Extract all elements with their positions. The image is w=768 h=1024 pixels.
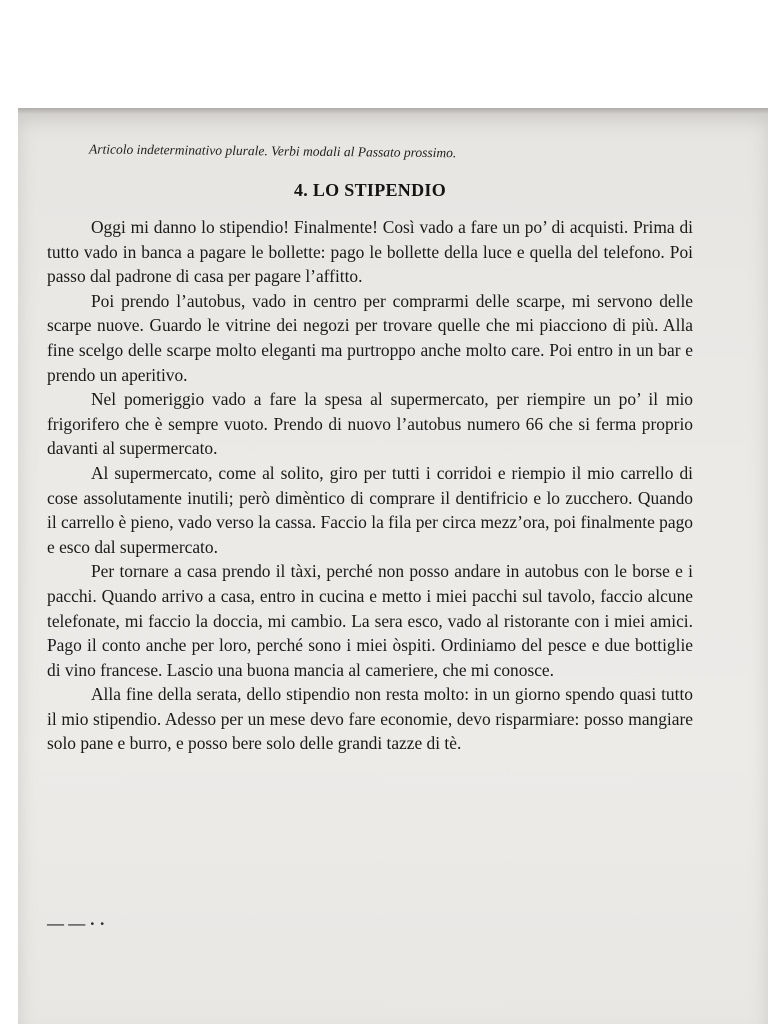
paragraph-2: Poi prendo l’autobus, vado in centro per comprarmi delle scarpe, mi servono delle scarpe nuove. Guardo le vitrine dei negozi per trovare quelle che mi piacciono di più. Alla fine scelgo delle scarpe molto eleganti ma purtroppo anche molto care. Poi entro in un bar e prendo un aperitivo. — [47, 290, 693, 385]
paragraph-1: Oggi mi danno lo stipendio! Finalmente! Così vado a fare un po’ di acquisti. Prima di tutto vado in banca a pagare le bollette: pago le bollette della luce e quella del telefono. Poi passo dal padrone di casa per pagare l’affitto. — [47, 217, 693, 287]
paragraph-3: Nel pomeriggio vado a fare la spesa al supermercato, per riempire un po’ il mio frigorifero che è sempre vuoto. Prendo di nuovo l’autobus numero 66 che si ferma proprio davanti al supermercato. — [47, 389, 693, 459]
page-edge-shadow — [18, 108, 768, 114]
paragraph-4: Al supermercato, come al solito, giro per tutti i corridoi e riempio il mio carrello di cose assolutamente inutili; però dimèntico di comprare il dentifricio e lo zucchero. Quando il carrello è pieno, vado verso la cassa. Faccio la fila per circa mezz’ora, poi finalmente pago e esco dal supermercato. — [47, 462, 693, 557]
chapter-title: 4. LO STIPENDIO — [293, 180, 447, 200]
lesson-subtitle: Articolo indeterminativo plurale. Verbi modali al Passato prossimo. — [88, 141, 457, 161]
paragraph-5: Per tornare a casa prendo il tàxi, perché non posso andare in autobus con le borse e i pacchi. Quando arrivo a casa, entro in cucina e metto i miei pacchi sul tavolo, faccio alcune telefonate, mi faccio la doccia, mi cambio. La sera esco, vado al ristorante con i miei amici. Pago il conto anche per loro, perché sono i miei òspiti. Ordiniamo del pesce e due bottiglie di vino francese. Lascio una buona mancia al cameriere, che mi conosce. — [47, 561, 693, 680]
paragraph-6: Alla fine della serata, dello stipendio non resta molto: in un giorno spendo quasi tutto il mio stipendio. Adesso per un mese devo fare economie, devo risparmiare: posso mangiare solo pane e burro, e posso bere solo delle grandi tazze di tè. — [47, 684, 693, 754]
lesson-text — [47, 140, 693, 756]
cut-off-heading-fragment: — — · · — [47, 914, 106, 933]
